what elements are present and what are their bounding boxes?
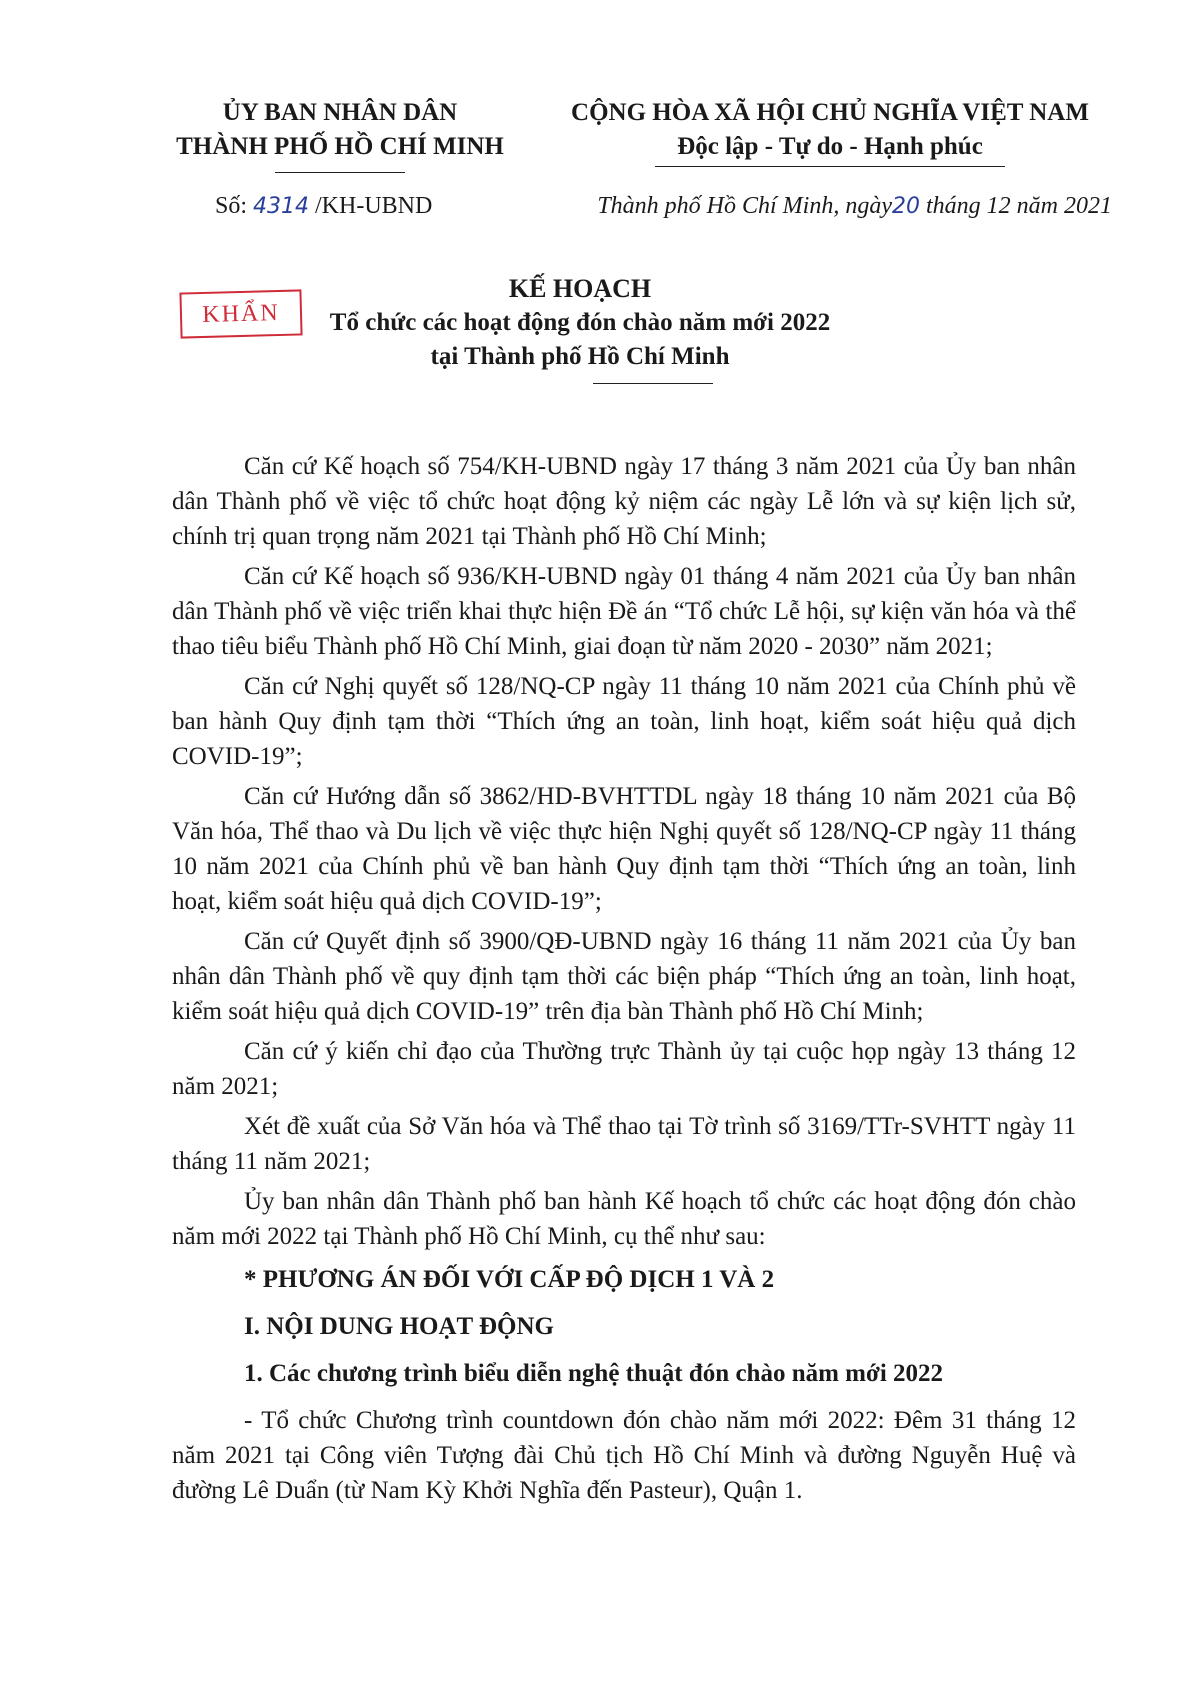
doc-number-suffix: /KH-UBND [309, 193, 433, 219]
section-heading: I. NỘI DUNG HOẠT ĐỘNG [244, 1313, 554, 1340]
nation-line-2: Độc lập - Tự do - Hạnh phúc [677, 133, 983, 160]
title-line-3: tại Thành phố Hồ Chí Minh [430, 343, 730, 370]
document-number [215, 193, 432, 220]
national-heading [560, 96, 1100, 164]
date-prefix: Thành phố Hồ Chí Minh, ngày [597, 193, 892, 219]
paragraph: Căn cứ Kế hoạch số 754/KH-UBND ngày 17 tháng 3 năm 2021 của Ủy ban nhân dân Thành phố về việc tổ chức hoạt động kỷ niệm các ngày Lễ lớn và sự kiện lịch sử, chính trị quan trọng năm 2021 tại Thành phố Hồ Chí Minh; [172, 453, 1076, 550]
title-line-2: Tổ chức các hoạt động đón chào năm mới 2022 [329, 309, 831, 336]
org-line-2: THÀNH PHỐ HỒ CHÍ MINH [176, 133, 504, 160]
motto-underline [655, 166, 1005, 167]
paragraph: Ủy ban nhân dân Thành phố ban hành Kế hoạch tổ chức các hoạt động đón chào năm mới 2022 tại Thành phố Hồ Chí Minh, cụ thể như sau: [172, 1188, 1076, 1250]
doc-number-handwritten: 4314 [253, 194, 310, 219]
title-line-1: KẾ HOẠCH [508, 274, 652, 303]
nation-line-1: CỘNG HÒA XÃ HỘI CHỦ NGHĨA VIỆT NAM [571, 99, 1089, 126]
option-heading: * PHƯƠNG ÁN ĐỐI VỚI CẤP ĐỘ DỊCH 1 VÀ 2 [244, 1266, 775, 1293]
paragraph: Căn cứ Kế hoạch số 936/KH-UBND ngày 01 tháng 4 năm 2021 của Ủy ban nhân dân Thành phố về việc triển khai thực hiện Đề án “Tổ chức Lễ hội, sự kiện văn hóa và thể thao tiêu biểu Thành phố Hồ Chí Minh, giai đoạn từ năm 2020 - 2030” năm 2021; [172, 563, 1076, 660]
issuing-authority [150, 96, 530, 164]
date-suffix: tháng 12 năm 2021 [920, 193, 1112, 219]
paragraph: Căn cứ Nghị quyết số 128/NQ-CP ngày 11 tháng 10 năm 2021 của Chính phủ về ban hành Quy định tạm thời “Thích ứng an toàn, linh hoạt, kiểm soát hiệu quả dịch COVID-19”; [172, 673, 1076, 770]
paragraph: Căn cứ ý kiến chỉ đạo của Thường trực Thành ủy tại cuộc họp ngày 13 tháng 12 năm 2021; [172, 1038, 1076, 1100]
document-body [172, 449, 1076, 1513]
paragraph: Căn cứ Quyết định số 3900/QĐ-UBND ngày 16 tháng 11 năm 2021 của Ủy ban nhân dân Thành phố về quy định tạm thời các biện pháp “Thích ứng an toàn, linh hoạt, kiểm soát hiệu quả dịch COVID-19” trên địa bàn Thành phố Hồ Chí Minh; [172, 928, 1076, 1025]
date-handwritten-day: 20 [892, 194, 920, 219]
document-date [597, 193, 1112, 220]
paragraph: Xét đề xuất của Sở Văn hóa và Thể thao tại Tờ trình số 3169/TTr-SVHTT ngày 11 tháng 11 năm 2021; [172, 1113, 1076, 1175]
authority-underline [275, 172, 405, 173]
doc-number-prefix: Số: [215, 193, 254, 219]
document-title [300, 272, 860, 374]
subsection-heading: 1. Các chương trình biểu diễn nghệ thuật đón chào năm mới 2022 [244, 1360, 944, 1387]
paragraph: - Tổ chức Chương trình countdown đón chào năm mới 2022: Đêm 31 tháng 12 năm 2021 tại Công viên Tượng đài Chủ tịch Hồ Chí Minh và đường Nguyễn Huệ và đường Lê Duẩn (từ Nam Kỳ Khởi Nghĩa đến Pasteur), Quận 1. [172, 1407, 1076, 1504]
org-line-1: ỦY BAN NHÂN DÂN [222, 99, 458, 126]
title-underline [593, 383, 713, 384]
urgent-stamp: KHẨN [179, 289, 302, 338]
paragraph: Căn cứ Hướng dẫn số 3862/HD-BVHTTDL ngày 18 tháng 10 năm 2021 của Bộ Văn hóa, Thể thao và Du lịch về việc thực hiện Nghị quyết số 128/NQ-CP ngày 11 tháng 10 năm 2021 của Chính phủ về ban hành Quy định tạm thời “Thích ứng an toàn, linh hoạt, kiểm soát hiệu quả dịch COVID-19”; [172, 783, 1076, 915]
